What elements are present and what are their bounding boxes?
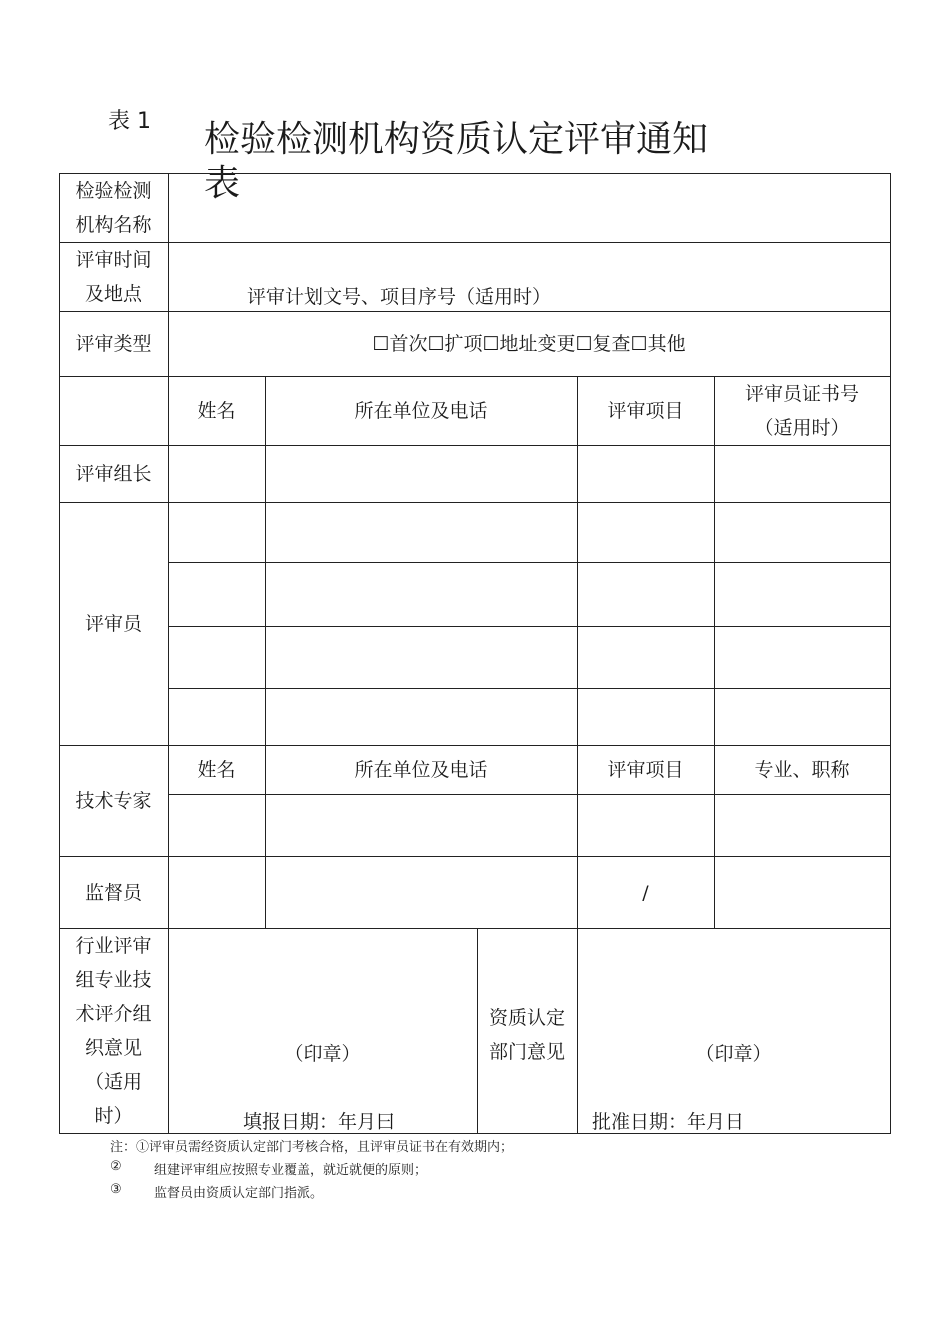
grid-line — [59, 445, 891, 446]
col-name-header: 姓名 — [197, 400, 236, 422]
grid-line — [168, 626, 891, 627]
grid-line — [59, 502, 891, 503]
label-line: 及地点 — [84, 283, 142, 305]
team-leader-label: 评审组长 — [75, 463, 152, 485]
col-unit-phone-header: 所在单位及电话 — [354, 400, 488, 422]
label-line: 部门意见 — [488, 1041, 565, 1063]
grid-line — [577, 928, 578, 1133]
expert-col-name-header: 姓名 — [197, 759, 236, 781]
fill-date: 填报日期：年月曰 — [243, 1111, 396, 1133]
col-review-item-header: 评审项目 — [607, 400, 684, 422]
footnote-2: 组建评审组应按照专业覆盖，就近就便的原则； — [154, 1163, 428, 1178]
reviewer-label: 评审员 — [84, 613, 142, 635]
grid-line — [59, 928, 891, 929]
label-line: （适用时） — [754, 417, 850, 439]
col-cert-no-header — [714, 377, 890, 445]
grid-line — [714, 376, 715, 928]
label-line: 资质认定 — [488, 1007, 565, 1029]
grid-line — [59, 173, 891, 174]
time-place-label — [59, 243, 168, 311]
label-line: 机构名称 — [75, 214, 152, 236]
expert-col-review-item-header: 评审项目 — [607, 759, 684, 781]
label-line: （适用 — [84, 1071, 142, 1093]
grid-line — [59, 856, 891, 857]
industry-opinion-label — [59, 929, 168, 1133]
plan-doc-text: 评审计划文号、项目序号（适用时） — [247, 286, 552, 308]
institution-name-label — [59, 174, 168, 242]
label-line: 织意见 — [84, 1037, 142, 1059]
label-line: 术评介组 — [75, 1003, 152, 1025]
footnote-3: 监督员由资质认定部门指派。 — [154, 1186, 324, 1201]
grid-line — [168, 562, 891, 563]
table-label: 表 1 — [108, 109, 151, 134]
expert-col-unit-phone-header: 所在单位及电话 — [354, 759, 488, 781]
grid-line — [168, 688, 891, 689]
approve-date: 批准日期：年月日 — [592, 1111, 745, 1133]
document-title: 检验检测机构资质认定评审通知表 — [204, 119, 709, 204]
label-line: 组专业技 — [75, 969, 152, 991]
dept-opinion-label — [477, 1000, 577, 1070]
footnote-1: 注：①评审员需经资质认定部门考核合格，且评审员证书在有效期内； — [110, 1140, 514, 1155]
label-line: 检验检测 — [75, 180, 152, 202]
supervisor-label: 监督员 — [84, 881, 142, 904]
label-line: 评审员证书号 — [744, 383, 859, 405]
footnote-2-number: ② — [110, 1159, 122, 1174]
review-type-options: ☐首次☐扩项☐地址变更☐复查☐其他 — [372, 333, 686, 355]
grid-line — [265, 376, 266, 928]
grid-line — [59, 242, 891, 243]
grid-line — [577, 376, 578, 928]
label-line: 行业评审 — [75, 935, 152, 957]
label-line: 评审时间 — [75, 249, 152, 271]
expert-col-specialty-header: 专业、职称 — [754, 759, 850, 781]
footnote-3-number: ③ — [110, 1182, 122, 1197]
dept-seal: （印章） — [695, 1043, 772, 1065]
grid-line — [168, 794, 891, 795]
supervisor-slash: / — [642, 881, 649, 904]
review-type-label: 评审类型 — [75, 333, 152, 355]
tech-expert-label: 技术专家 — [75, 790, 152, 812]
label-line: 时） — [94, 1105, 133, 1127]
industry-seal: （印章） — [284, 1043, 361, 1065]
grid-line — [890, 173, 891, 1133]
